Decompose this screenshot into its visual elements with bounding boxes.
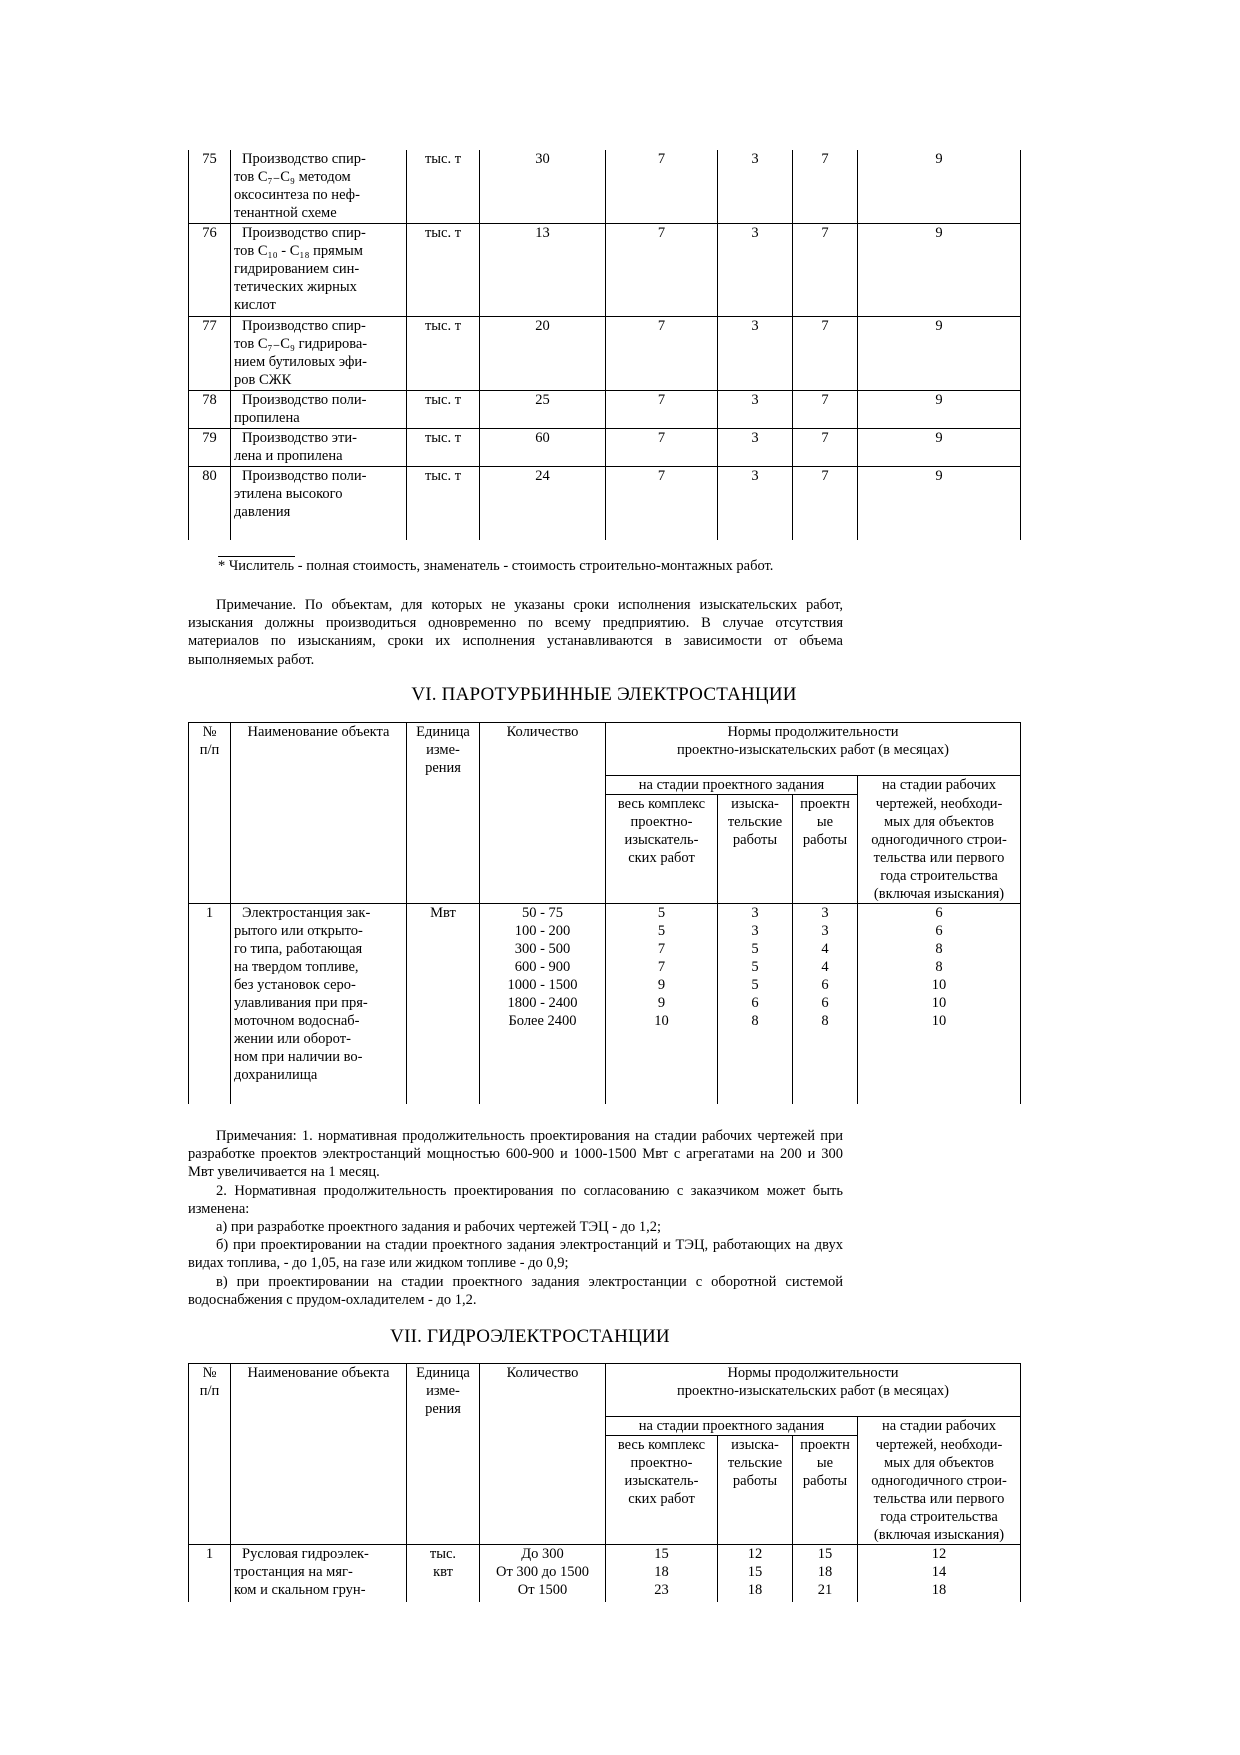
cell-name: Производство спир- тов C₇₋C₉ гидрирова- нием бутиловых эфи- ров СЖК xyxy=(231,317,407,391)
cell-v3: 7 xyxy=(793,391,858,429)
cell-v2: 3 xyxy=(718,429,793,467)
table-row xyxy=(189,150,1021,224)
header-col-work: чертежей, необходи- мых для объектов одногодичного строи- тельства или первого года строительства (включая изыскания) xyxy=(858,1436,1021,1545)
cell-v1: 7 xyxy=(606,391,718,429)
notes-2-p4: б) при проектировании на стадии проектного задания электростанций и ТЭЦ, работающих на двух видах топлива, - до 1,05, на газе или жидком топливе - до 0,9; xyxy=(188,1237,843,1272)
table-row xyxy=(189,317,1021,391)
cell-num: 77 xyxy=(189,317,231,391)
notes-2-p3: а) при разработке проектного задания и рабочих чертежей ТЭЦ - до 1,2; xyxy=(216,1219,662,1236)
cell-v3: 3 3 4 4 6 6 8 xyxy=(793,903,858,1104)
notes-2 xyxy=(188,1127,843,1309)
cell-qty: 25 xyxy=(480,391,606,429)
table-section-6 xyxy=(188,722,1021,1104)
table-continuation xyxy=(188,150,1021,540)
header-qty: Количество xyxy=(480,723,606,904)
header-col-design: проектн ые работы xyxy=(793,795,858,904)
table-row xyxy=(189,429,1021,467)
cell-v2: 3 xyxy=(718,224,793,317)
cell-v2: 12 15 18 xyxy=(718,1544,793,1602)
footnote: * Числитель - полная стоимость, знаменатель - стоимость строительно-монтажных работ. xyxy=(218,558,774,574)
cell-v1: 7 xyxy=(606,224,718,317)
cell-unit: тыс. т xyxy=(407,467,480,541)
cell-name: Производство эти- лена и пропилена xyxy=(231,429,407,467)
table-section-7 xyxy=(188,1363,1021,1602)
cell-v4: 9 xyxy=(858,391,1021,429)
cell-qty: До 300 От 300 до 1500 От 1500 xyxy=(480,1544,606,1602)
table-row xyxy=(189,391,1021,429)
cell-v4: 9 xyxy=(858,429,1021,467)
note-1 xyxy=(188,596,843,669)
cell-v2: 3 xyxy=(718,467,793,541)
cell-v2: 3 xyxy=(718,317,793,391)
cell-unit: тыс. т xyxy=(407,317,480,391)
cell-qty: 20 xyxy=(480,317,606,391)
table-row xyxy=(189,1544,1021,1602)
cell-num: 76 xyxy=(189,224,231,317)
cell-unit: тыс. т xyxy=(407,391,480,429)
header-name: Наименование объекта xyxy=(231,1364,407,1545)
cell-num: 1 xyxy=(189,903,231,1104)
notes-2-p5: в) при проектировании на стадии проектного задания электростанции с оборотной системой водоснабжения с прудом-охладителем - до 1,2. xyxy=(188,1273,843,1308)
cell-v2: 3 xyxy=(718,150,793,224)
cell-num: 78 xyxy=(189,391,231,429)
cell-v1: 5 5 7 7 9 9 10 xyxy=(606,903,718,1104)
cell-qty: 30 xyxy=(480,150,606,224)
header-name: Наименование объекта xyxy=(231,723,407,904)
cell-v1: 7 xyxy=(606,429,718,467)
header-col-survey: изыска- тельские работы xyxy=(718,1436,793,1545)
cell-v3: 7 xyxy=(793,429,858,467)
cell-qty: 50 - 75 100 - 200 300 - 500 600 - 900 1000 - 1500 1800 - 2400 Более 2400 xyxy=(480,903,606,1104)
cell-name: Производство спир- тов C₇₋C₉ методом оксосинтеза по неф- тенантной схеме xyxy=(231,150,407,224)
cell-name: Электростанция зак- рытого или открыто- го типа, работающая на твердом топливе, без установок серо- улавливания при пря- моточном водоснаб- жении или оборот- ном при наличии во- дохранилища xyxy=(231,903,407,1104)
header-norms: Нормы продолжительности проектно-изыскательских работ (в месяцах) xyxy=(606,723,1021,776)
header-col-all: весь комплекс проектно- изыскатель- ских работ xyxy=(606,795,718,904)
notes-2-p2: 2. Нормативная продолжительность проектирования по согласованию с заказчиком может быть изменена: xyxy=(188,1182,843,1217)
header-norms: Нормы продолжительности проектно-изыскательских работ (в месяцах) xyxy=(606,1364,1021,1417)
cell-num: 80 xyxy=(189,467,231,541)
cell-num: 75 xyxy=(189,150,231,224)
cell-name: Производство спир- тов C₁₀ - C₁₈ прямым гидрированием син- тетических жирных кислот xyxy=(231,224,407,317)
header-col-work: чертежей, необходи- мых для объектов одногодичного строи- тельства или первого года строительства (включая изыскания) xyxy=(858,795,1021,904)
header-stage-work: на стадии рабочих xyxy=(858,1417,1021,1436)
cell-v1: 7 xyxy=(606,150,718,224)
header-num: № п/п xyxy=(189,723,231,904)
header-stage-project: на стадии проектного задания xyxy=(606,1417,858,1436)
cell-v3: 7 xyxy=(793,150,858,224)
header-col-survey: изыска- тельские работы xyxy=(718,795,793,904)
cell-unit: тыс. т xyxy=(407,429,480,467)
cell-v3: 15 18 21 xyxy=(793,1544,858,1602)
cell-v3: 7 xyxy=(793,317,858,391)
cell-v4: 9 xyxy=(858,150,1021,224)
header-stage-project: на стадии проектного задания xyxy=(606,776,858,795)
table-row xyxy=(189,467,1021,541)
cell-v1: 7 xyxy=(606,467,718,541)
header-unit: Единица изме- рения xyxy=(407,723,480,904)
cell-v1: 15 18 23 xyxy=(606,1544,718,1602)
cell-unit: тыс. квт xyxy=(407,1544,480,1602)
cell-unit: Мвт xyxy=(407,903,480,1104)
cell-qty: 24 xyxy=(480,467,606,541)
table-row xyxy=(189,224,1021,317)
footnote-rule xyxy=(218,556,295,557)
header-qty: Количество xyxy=(480,1364,606,1545)
cell-name: Производство поли- этилена высокого давления xyxy=(231,467,407,541)
cell-v4: 9 xyxy=(858,224,1021,317)
cell-qty: 13 xyxy=(480,224,606,317)
cell-v3: 7 xyxy=(793,467,858,541)
cell-v2: 3 xyxy=(718,391,793,429)
notes-2-p1: Примечания: 1. нормативная продолжительность проектирования на стадии рабочих чертежей при разработке проектов электростанций мощностью 600-900 и 1000-1500 Мвт с агрегатами на 200 и 300 Мвт увеличивается на 1 месяц. xyxy=(188,1128,843,1181)
cell-v4: 9 xyxy=(858,317,1021,391)
cell-num: 79 xyxy=(189,429,231,467)
header-num: № п/п xyxy=(189,1364,231,1545)
cell-v2: 3 3 5 5 5 6 8 xyxy=(718,903,793,1104)
cell-name: Производство поли- пропилена xyxy=(231,391,407,429)
section-7-title: VII. ГИДРОЭЛЕКТРОСТАНЦИИ xyxy=(390,1326,670,1347)
section-6-title: VI. ПАРОТУРБИННЫЕ ЭЛЕКТРОСТАНЦИИ xyxy=(411,684,797,705)
header-col-design: проектн ые работы xyxy=(793,1436,858,1545)
cell-unit: тыс. т xyxy=(407,150,480,224)
cell-name: Русловая гидроэлек- тростанция на мяг- ком и скальном грун- xyxy=(231,1544,407,1602)
header-stage-work: на стадии рабочих xyxy=(858,776,1021,795)
table-row xyxy=(189,903,1021,1104)
note-1-text: Примечание. По объектам, для которых не указаны сроки исполнения изыскательских работ, изыскания должны производиться одновременно по всему предприятию. В случае отсутствия материалов по изысканиям, сроки их исполнения устанавливаются в зависимости от объема выполняемых работ. xyxy=(188,597,843,668)
cell-v4: 9 xyxy=(858,467,1021,541)
cell-unit: тыс. т xyxy=(407,224,480,317)
cell-v4: 12 14 18 xyxy=(858,1544,1021,1602)
cell-v3: 7 xyxy=(793,224,858,317)
cell-num: 1 xyxy=(189,1544,231,1602)
cell-qty: 60 xyxy=(480,429,606,467)
cell-v4: 6 6 8 8 10 10 10 xyxy=(858,903,1021,1104)
cell-v1: 7 xyxy=(606,317,718,391)
header-unit: Единица изме- рения xyxy=(407,1364,480,1545)
header-col-all: весь комплекс проектно- изыскатель- ских работ xyxy=(606,1436,718,1545)
